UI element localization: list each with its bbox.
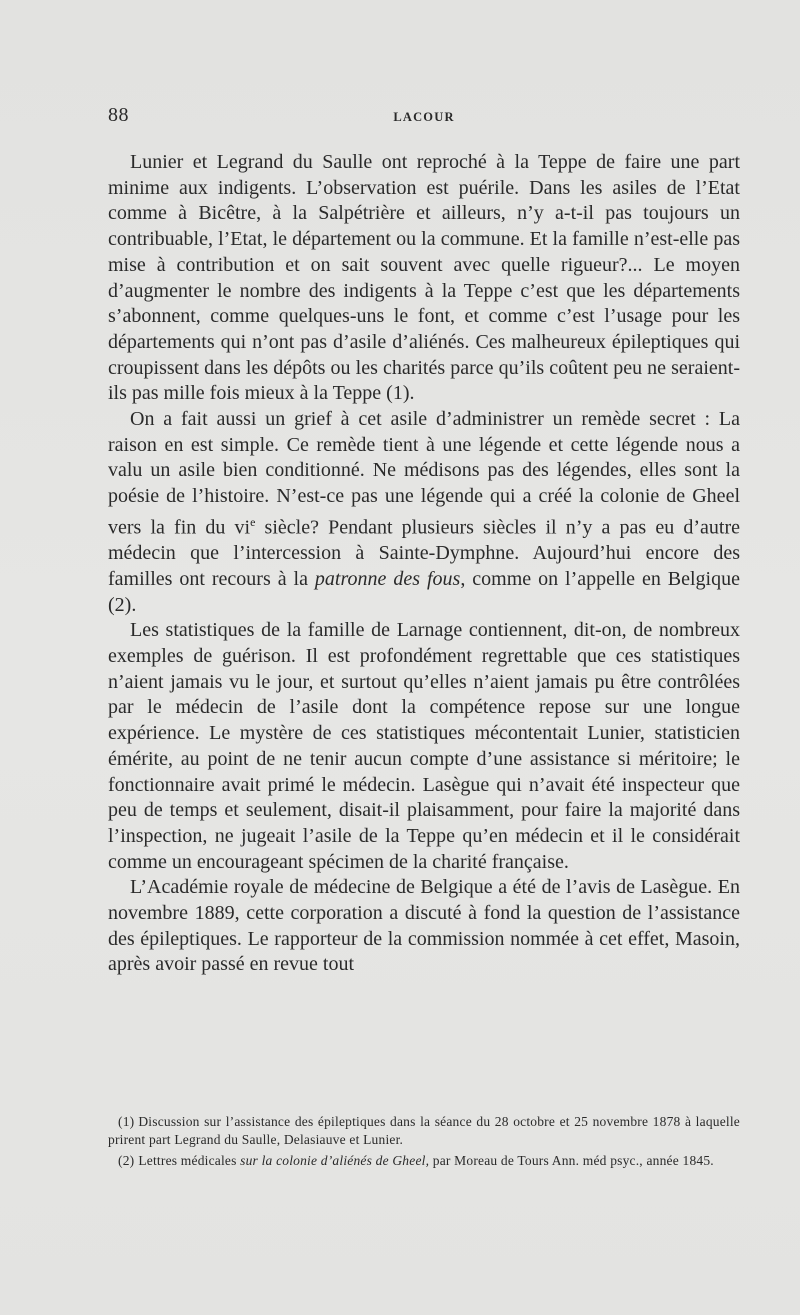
footnote-1-number: (1) [118, 1114, 135, 1129]
body-text [108, 150, 740, 978]
page-header [108, 104, 740, 132]
footnotes [108, 1113, 740, 1174]
page-number: 88 [108, 104, 129, 126]
footnote-2 [108, 1152, 740, 1170]
paragraph-1: Lunier et Legrand du Saulle ont reproché à la Teppe de faire une part minime aux indigents. L’observation est puérile. Dans les asiles de l’Etat comme à Bicêtre, à la Salpétrière et ailleurs, n’y a-t-il pas toujours un contribuable, l’Etat, le département ou la commune. Et la famille n’est-elle pas mise à contribution et on sait souvent avec quelle rigueur?... Le moyen d’augmenter le nombre des indigents à la Teppe c’est que les départements s’abonnent, comme quelques-uns le font, et comme c’est l’usage pour les départements qui n’ont pas d’asile d’aliénés. Ces malheureux épileptiques qui croupissent dans les dépôts ou les charités parce qu’ils coûtent peu ne seraient-ils pas mille fois mieux à la Teppe (1). [108, 151, 740, 405]
century-superscript: e [250, 514, 256, 529]
footnote-1-text: Discussion sur l’assistance des épileptiques dans la séance du 28 octobre et 25 novembre 1878 à laquelle prirent part Legrand du Saulle, Delasiauve et Lunier. [108, 1114, 740, 1147]
running-head: LACOUR [393, 110, 455, 124]
paragraph-2-part-a: On a fait aussi un grief à cet asile d’administrer un remède secret : La raison en est simple. Ce remède tient à une légende et cette légende nous a valu un asile bien conditionné. Ne médisons pas des légendes, elles sont la poésie de l’histoire. N’est-ce pas une légende qui a créé la colonie de Gheel vers la fin du vi [108, 408, 740, 539]
footnote-2-text-b: par Moreau de Tours Ann. méd psyc., année 1845. [429, 1153, 714, 1168]
italic-phrase: patronne des fous [314, 567, 461, 590]
footnote-1 [108, 1113, 740, 1148]
footnote-2-number: (2) [118, 1153, 135, 1168]
footnote-2-italic: sur la colonie d’aliénés de Gheel, [240, 1153, 430, 1168]
footnote-2-text-a: Lettres médicales [138, 1153, 241, 1168]
paragraph-2 [108, 407, 740, 618]
paragraph-2-part-b: siècle? Pendant plusieurs siècles il n’y a pas eu d’autre médecin que l’intercession à Sainte-Dymphne. Aujourd’hui encore des familles ont recours à la [108, 516, 741, 590]
paragraph-2-part-c: , comme on l’appelle en Belgique (2). [108, 567, 740, 616]
paragraph-4: L’Académie royale de médecine de Belgique a été de l’avis de Lasègue. En novembre 1889, cette corporation a discuté à fond la question de l’assistance des épileptiques. Le rapporteur de la commission nommée à cet effet, Masoin, après avoir passé en revue tout [108, 876, 740, 976]
paragraph-3: Les statistiques de la famille de Larnage contiennent, dit-on, de nombreux exemples de guérison. Il est profondément regrettable que ces statistiques n’aient jamais vu le jour, et surtout qu’elles n’aient jamais pu être contrôlées par le médecin de l’asile dont la compétence repose sur une longue expérience. Le mystère de ces statistiques mécontentait Lunier, statisticien émérite, au point de ne tenir aucun compte d’une assistance si méritoire; le fonctionnaire avait primé le médecin. Lasègue qui n’avait été inspecteur que peu de temps et seulement, disait-il plaisamment, pour faire la majorité dans l’inspection, ne jugeait l’asile de la Teppe qu’en médecin et il le considérait comme un encourageant spécimen de la charité française. [108, 619, 740, 873]
